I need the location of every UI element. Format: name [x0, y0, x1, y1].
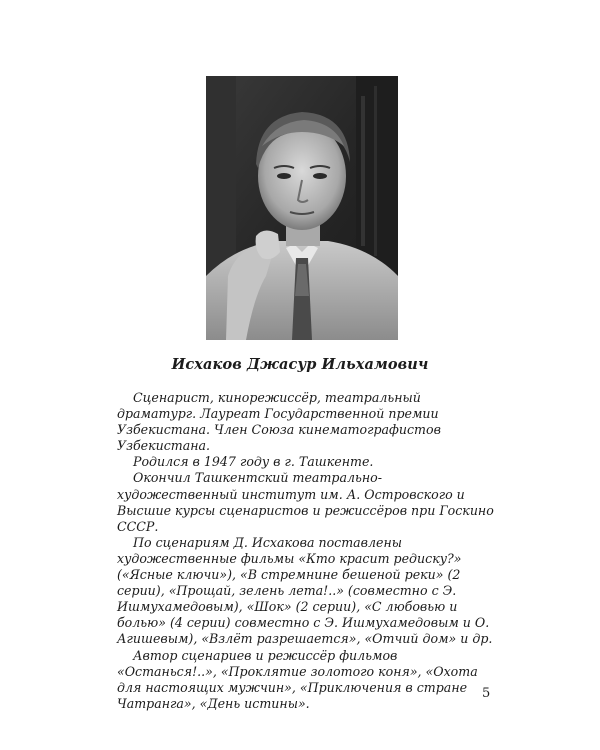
bio-paragraph-4: По сценариям Д. Исхакова поставлены художественные фильмы «Кто красит редиску?» («Ясные ключи»), «В стремнине бешеной реки» (2 серии), «Прощай, зелень лета!..» (совместно с Э. Ишмухамедовым), «Шок» (2 серии), «С любовью и болью» (4 серии) совместно с Э. Ишмухамедовым и О. Агишевым), «Взлёт разрешается», «Отчий дом» и др.: [117, 534, 493, 647]
bio-paragraph-2: Родился в 1947 году в г. Ташкенте.: [133, 454, 374, 470]
bio-paragraph-1: Сценарист, кинорежиссёр, театральный драматург. Лауреат Государственной премии Узбекистана. Член Союза кинематографистов Узбекистана.: [117, 390, 441, 454]
bio-paragraph-3: Окончил Ташкентский театрально-художественный институт им. А. Островского и Высшие курсы сценаристов и режиссёров при Госкино СССР.: [117, 470, 494, 534]
person-name-caption: Исхаков Джасур Ильхамович: [171, 356, 429, 373]
bio-paragraph-5: Автор сценариев и режиссёр фильмов «Останься!..», «Проклятие золотого коня», «Охота для настоящих мужчин», «Приключения в стране Чатранга», «День истины».: [117, 647, 478, 711]
biography-text: [117, 390, 494, 712]
page-number: 5: [482, 686, 491, 701]
portrait-photo: [206, 76, 398, 340]
